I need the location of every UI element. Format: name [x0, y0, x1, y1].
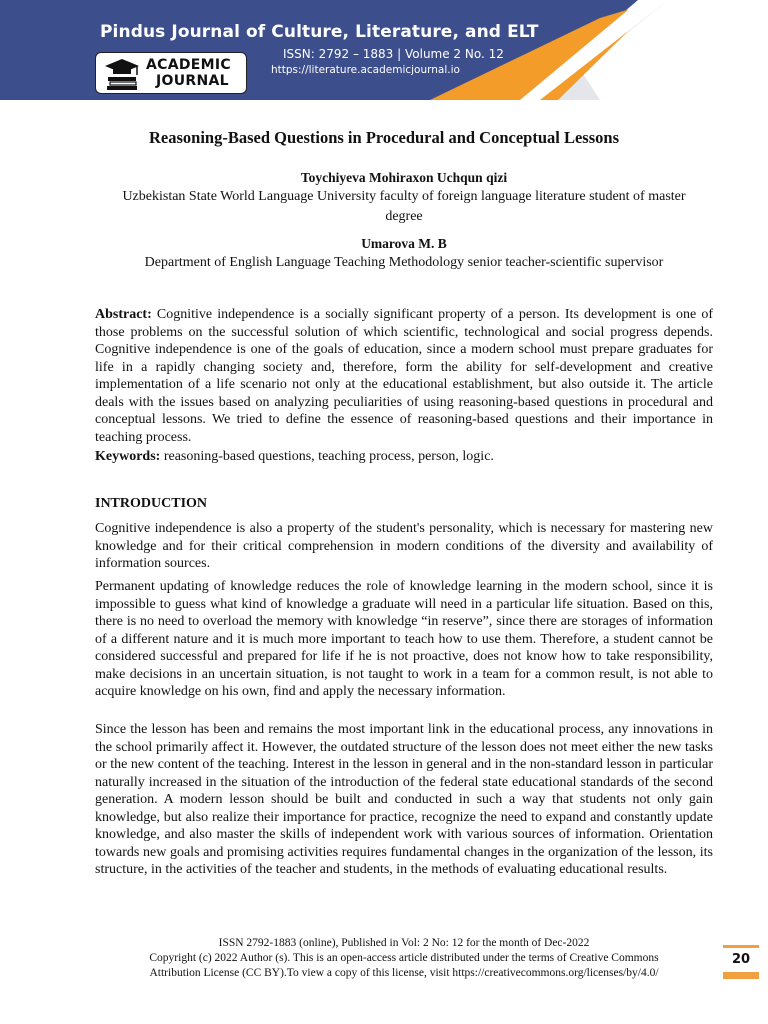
keywords-text: reasoning-based questions, teaching process, person, logic. [163, 449, 494, 464]
page-footer [95, 936, 713, 981]
page-number: 20 [731, 952, 751, 967]
paragraph-1 [95, 520, 713, 573]
author-2-name: Umarova M. B [361, 236, 447, 251]
page-number-badge [723, 945, 759, 979]
abstract-label: Abstract: [95, 307, 152, 322]
abstract-text: Cognitive independence is a socially significant property of a person. Its development is one of those problems on the successful solution of which scientific, technological and social progress depends. Cognitive independence is one of the goals of education, since a modern school must prepare graduates for life in a rapidly changing society and, therefore, form the ability for self-development and creative implementation of a life scenario not only at the educational establishment, but also outside it. The article deals with the issues based on analyzing peculiarities of using reasoning-based questions in procedural and conceptual lessons. We tried to define the essence of reasoning-based questions and their importance in teaching process. [95, 307, 714, 445]
issn-volume-line: ISSN: 2792 – 1883 | Volume 2 No. 12 [283, 47, 504, 61]
graduation-cap-books-icon [102, 57, 142, 91]
author-2-affiliation: Department of English Language Teaching Methodology senior teacher-scientific supervisor [144, 255, 664, 270]
page-number-bottom-rule [723, 972, 759, 979]
journal-banner [0, 0, 768, 100]
abstract-block [95, 306, 713, 446]
academic-journal-logo [95, 52, 247, 94]
footer-copyright-line: Copyright (c) 2022 Author (s). This is an open-access article distributed under the terms of Creative Commons [149, 952, 659, 964]
paragraph-3-text: Since the lesson has been and remains the most important link in the educational process, any innovations in the school primarily affect it. However, the outdated structure of the lesson does not meet either the new tasks or the new content of the teaching. Interest in the lesson in general and in the non-standard lesson in particular naturally increased in the situation of the introduction of the federal state educational standards of the second generation. A modern lesson should be built and conducted in such a way that students not only gain knowledge, but also realize their importance for practice, recognize the need to expand and constantly update knowledge, and also master the skills of independent work with various sources of information. Orientation towards new goals and promising activities requires fundamental changes in the organization of the lesson, its structure, in the activities of the teacher and students, in the methods of evaluating educational results. [95, 722, 713, 877]
paragraph-1-text: Cognitive independence is also a property of the student's personality, which is necessary for mastering new knowledge and for their critical comprehension in modern conditions of the diversity and availability of information sources. [95, 521, 713, 571]
paragraph-2-text: Permanent updating of knowledge reduces the role of knowledge learning in the modern school, since it is impossible to guess what kind of knowledge a graduate will need in a particular life situation. Based on this, there is no need to overload the memory with knowledge “in reserve”, since there are storages of information of a different nature and it is much more important to teach how to use them. Therefore, a student cannot be considered successful and prepared for life if he is not proactive, does not know how to take responsibility, make decisions in an uncertain situation, is not taught to work in a team for a common result, is not able to acquire knowledge on his own, find and apply the necessary information. [95, 579, 713, 699]
section-heading-introduction: INTRODUCTION [95, 496, 208, 511]
author-1-name: Toychiyeva Mohiraxon Uchqun qizi [300, 170, 508, 185]
logo-text-academic: ACADEMIC [146, 57, 231, 73]
author-1-affiliation: Uzbekistan State World Language University faculty of foreign language literature student of master degree [122, 189, 686, 224]
keywords-label: Keywords: [95, 449, 161, 464]
footer-issn-line: ISSN 2792-1883 (online), Published in Vol: 2 No: 12 for the month of Dec-2022 [218, 937, 590, 949]
paragraph-2 [95, 578, 713, 701]
paper-title: Reasoning-Based Questions in Procedural and Conceptual Lessons [148, 128, 620, 147]
journal-url[interactable]: https://literature.academicjournal.io [271, 64, 460, 76]
footer-license-line: Attribution License (CC BY).To view a copy of this license, visit https://creativecommons.org/licenses/by/4.0/ [149, 967, 659, 979]
keywords-block [95, 448, 713, 466]
logo-text-journal: JOURNAL [156, 73, 229, 89]
journal-title: Pindus Journal of Culture, Literature, and ELT [100, 22, 539, 42]
paragraph-3 [95, 721, 713, 879]
